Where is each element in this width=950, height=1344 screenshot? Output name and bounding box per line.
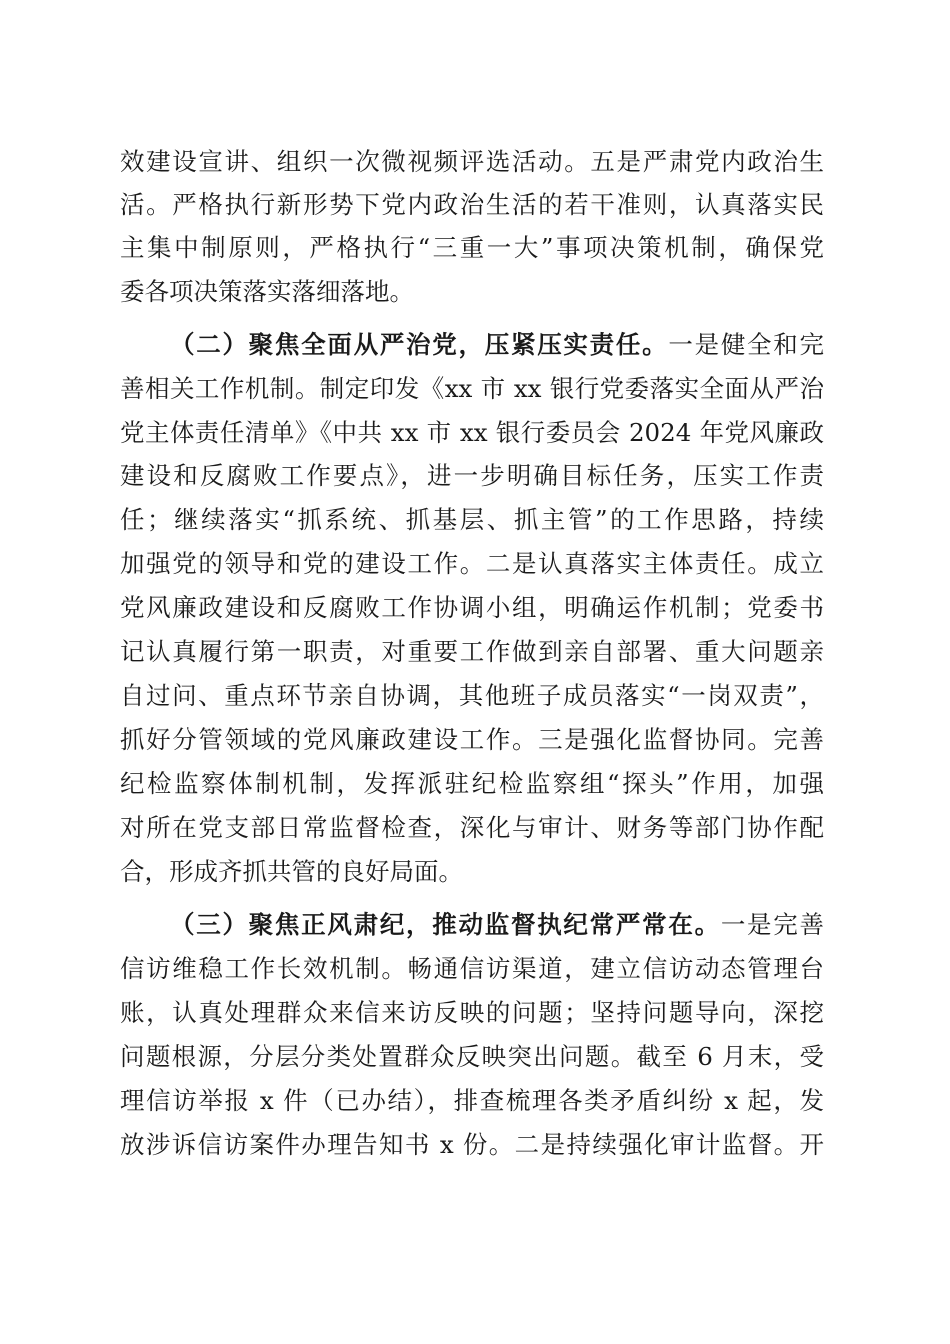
- paragraph-line: 活。严格执行新形势下党内政治生活的若干准则，认真落实民: [120, 190, 824, 219]
- paragraph-line: 理信访举报 x 件（已办结），排查梳理各类矛盾纠纷 x 起，发: [120, 1086, 824, 1115]
- paragraph-text: 一是健全和完: [668, 330, 825, 359]
- paragraph-line: 任；继续落实“抓系统、抓基层、抓主管”的工作思路，持续: [120, 505, 824, 534]
- paragraph-line: 抓好分管领域的党风廉政建设工作。三是强化监督协同。完善: [120, 725, 824, 754]
- paragraph-line: 账，认真处理群众来信来访反映的问题；坚持问题导向，深挖: [120, 998, 824, 1027]
- paragraph-line: 善相关工作机制。制定印发《xx 市 xx 银行党委落实全面从严治: [120, 374, 824, 403]
- paragraph-line: 建设和反腐败工作要点》，进一步明确目标任务，压实工作责: [120, 461, 824, 490]
- paragraph-line: 合，形成齐抓共管的良好局面。: [120, 857, 463, 886]
- paragraph-line: 信访维稳工作长效机制。畅通信访渠道，建立信访动态管理台: [120, 954, 824, 983]
- section-heading-line: [170, 905, 824, 945]
- paragraph-line: 自过问、重点环节亲自协调，其他班子成员落实“一岗双责”，: [120, 681, 824, 710]
- paragraph-line: 主集中制原则，严格执行“三重一大”事项决策机制，确保党: [120, 233, 824, 262]
- paragraph-line: 记认真履行第一职责，对重要工作做到亲自部署、重大问题亲: [120, 637, 824, 666]
- paragraph-line: 委各项决策落实落细落地。: [120, 277, 414, 306]
- paragraph-line: 问题根源，分层分类处置群众反映突出问题。截至 6 月末，受: [120, 1042, 824, 1071]
- paragraph-line: 党主体责任清单》《中共 xx 市 xx 银行委员会 2024 年党风廉政: [120, 418, 824, 447]
- paragraph-line: 效建设宣讲、组织一次微视频评选活动。五是严肃党内政治生: [120, 147, 824, 176]
- section-heading-3: （三）聚焦正风肃纪，推动监督执纪常严常在。: [170, 910, 721, 939]
- paragraph-line: 加强党的领导和党的建设工作。二是认真落实主体责任。成立: [120, 549, 824, 578]
- paragraph-line: 党风廉政建设和反腐败工作协调小组，明确运作机制；党委书: [120, 593, 824, 622]
- section-heading-line: [170, 325, 824, 365]
- section-heading-2: （二）聚焦全面从严治党，压紧压实责任。: [170, 330, 669, 359]
- paragraph-text: 一是完善: [720, 910, 824, 939]
- paragraph-line: 放涉诉信访案件办理告知书 x 份。二是持续强化审计监督。开: [120, 1130, 824, 1159]
- paragraph-line: 对所在党支部日常监督检查，深化与审计、财务等部门协作配: [120, 813, 824, 842]
- paragraph-line: 纪检监察体制机制，发挥派驻纪检监察组“探头”作用，加强: [120, 769, 824, 798]
